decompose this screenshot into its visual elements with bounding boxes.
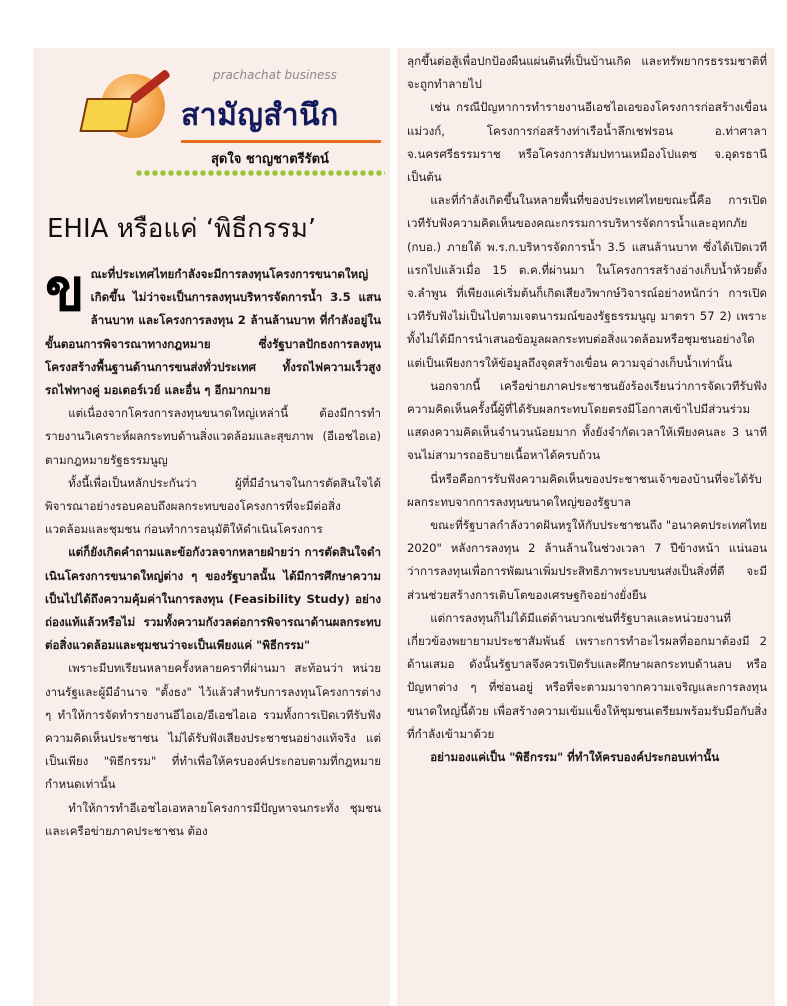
paragraph: ทำให้การทำอีเอชไอเอหลายโครงการมีปัญหาจนกระทั่ง ชุมชนและเครือข่ายภาคประชาชน ต้อง xyxy=(45,800,381,838)
article-body-left xyxy=(45,256,381,843)
paragraph-bold: แต่ก็ยังเกิดคำถามและข้อกังวลจากหลายฝ่ายว่า การตัดสินใจดำเนินโครงการขนาดใหญ่ต่าง ๆ ของรัฐบาลนั้น ได้มีการศึกษาความเป็นไปได้ถึงความคุ้มค่าในการลงทุน (Feasibility Study) อย่างถ่องแท้แล้วหรือไม่ รวมทั้งความกังวลต่อการพิจารณาด้านผลกระทบต่อสิ่งแวดล้อมและชุมชนว่าจะเป็นเพียงแค่ "พิธีกรรม" xyxy=(45,545,381,653)
left-column xyxy=(33,48,390,1006)
dotted-divider xyxy=(135,170,385,176)
paragraph xyxy=(45,256,381,402)
paragraph: ขณะที่รัฐบาลกำลังวาดฝันหรูให้กับประชาชนถึง "อนาคตประเทศไทย 2020" หลังการลงทุน 2 ล้านล้านในช่วงเวลา 7 ปีข้างหน้า แน่นอนว่าการลงทุนเพื่อการพัฒนาเพิ่มประสิทธิภาพระบบขนส่งเป็นสิ่งที่ดี จะมีส่วนช่วยสร้างการเติบโตของเศรษฐกิจอย่างยั่งยืน xyxy=(407,518,767,602)
newspaper-page xyxy=(33,48,775,1006)
column-gutter xyxy=(390,48,397,1006)
column-title: สามัญสำนึก xyxy=(181,98,339,133)
brand-name: prachachat business xyxy=(213,68,337,82)
paragraph: และที่กำลังเกิดขึ้นในหลายพื้นที่ของประเทศไทยขณะนี้คือ การเปิดเวทีรับฟังความคิดเห็นของคณะกรรมการบริหารจัดการน้ำและอุทกภัย (กบอ.) ภายใต้ พ.ร.ก.บริหารจัดการน้ำ 3.5 แสนล้านบาท ซึ่งได้เปิดเวทีแรกไปแล้วเมื่อ 15 ต.ค.ที่ผ่านมา ในโครงการสร้างอ่างเก็บน้ำห้วยตั้ง จ.ลำพูน ที่เพียงแค่เริ่มต้นก็เกิดเสียงวิพากษ์วิจารณ์อย่างหนักว่า การเปิดเวทีรับฟังไม่เป็นไปตามเจตนารมณ์ของรัฐธรรมนูญ มาตรา 57 2) เพราะทั้งไม่ได้มีการนำเสนอข้อมูลผลกระทบต่อสิ่งแวดล้อมหรือชุมชนอย่างใด แต่เป็นเพียงการให้ข้อมูลถึงจุดสร้างเขื่อน ความจุอ่างเก็บน้ำเท่านั้น xyxy=(407,193,767,370)
right-column xyxy=(397,48,775,1006)
paragraph: แต่เนื่องจากโครงการลงทุนขนาดใหญ่เหล่านี้ ต้องมีการทำรายงานวิเคราะห์ผลกระทบด้านสิ่งแวดล้อมและสุขภาพ (อีเอชไอเอ) ตามกฎหมายรัฐธรรมนูญ xyxy=(45,406,381,467)
closing-paragraph: อย่ามองแค่เป็น "พิธีกรรม" ที่ทำให้ครบองค์ประกอบเท่านั้น xyxy=(430,750,720,765)
paragraph: แต่การลงทุนก็ไม่ได้มีแต่ด้านบวกเช่นที่รัฐบาลและหน่วยงานที่เกี่ยวข้องพยายามประชาสัมพันธ์ เพราะการทำอะไรผลที่ออกมาต้องมี 2 ด้านเสมอ ดังนั้นรัฐบาลจึงควรเปิดรับและศึกษาผลกระทบด้านลบ หรือปัญหาต่าง ๆ ที่ซ่อนอยู่ หรือที่จะตามมาจากความเจริญและการลงทุนขนาดใหญ่นี้ด้วย เพื่อสร้างความเข้มแข็งให้ชุมชนเตรียมพร้อมรับมือกับสิ่งที่กำลังเข้ามาด้วย xyxy=(407,610,767,741)
article-body-right xyxy=(407,50,767,769)
title-underline xyxy=(181,140,381,143)
paragraph: นี่หรือคือการรับฟังความคิดเห็นของประชาชนเจ้าของบ้านที่จะได้รับผลกระทบจากการลงทุนขนาดใหญ่ของรัฐบาล xyxy=(407,471,762,509)
author-name: สุดใจ ชาญชาตรีรัตน์ xyxy=(211,152,329,167)
book-icon xyxy=(79,98,134,132)
lead-text: ณะที่ประเทศไทยกำลังจะมีการลงทุนโครงการขนาดใหญ่เกิดขึ้น ไม่ว่าจะเป็นการลงทุนบริหารจัดการน้ำ 3.5 แสนล้านบาท และโครงการลงทุน 2 ล้านล้านบาท ที่กำลังอยู่ในขั้นตอนการพิจารณาทางกฎหมาย ซึ่งรัฐบาลปักธงการลงทุนโครงสร้างพื้นฐานด้านการขนส่งทั่วประเทศ ทั้งรถไฟความเร็วสูง รถไฟทางคู่ มอเตอร์เวย์ และอื่น ๆ อีกมากมาย xyxy=(45,267,381,398)
paragraph: นอกจากนี้ เครือข่ายภาคประชาชนยังร้องเรียนว่าการจัดเวทีรับฟังความคิดเห็นครั้งนี้ผู้ที่ได้รับผลกระทบโดยตรงมีโอกาสเข้าไปมีส่วนร่วมแสดงความคิดเห็นจำนวนน้อยมาก ทั้งยังจำกัดเวลาให้เพียงคนละ 3 นาทีจนไม่สามารถอธิบายเนื้อหาได้ครบถ้วน xyxy=(407,378,767,463)
paragraph: เพราะมีบทเรียนหลายครั้งหลายคราที่ผ่านมา สะท้อนว่า หน่วยงานรัฐและผู้มีอำนาจ "ตั้งธง" ไว้แล้วสำหรับการลงทุนโครงการต่าง ๆ ทำให้การจัดทำรายงานอีไอเอ/อีเอชไอเอ รวมทั้งการเปิดเวทีรับฟังความคิดเห็นประชาชน ไม่ได้รับฟังเสียงประชาชนอย่างแท้จริง แต่เป็นเพียง "พิธีกรรม" ที่ทำเพื่อให้ครบองค์ประกอบตามที่กฎหมายกำหนดเท่านั้น xyxy=(45,661,381,792)
paragraph: ลุกขึ้นต่อสู้เพื่อปกป้องผืนแผ่นดินที่เป็นบ้านเกิด และทรัพยากรธรรมชาติที่จะถูกทำลายไป xyxy=(407,54,767,92)
paragraph: ทั้งนี้เพื่อเป็นหลักประกันว่า ผู้ที่มีอำนาจในการตัดสินใจได้พิจารณาอย่างรอบคอบถึงผลกระทบของโครงการที่จะมีต่อสิ่งแวดล้อมและชุมชน ก่อนทำการอนุมัติให้ดำเนินโครงการ xyxy=(45,475,381,537)
dropcap: ข xyxy=(45,256,85,324)
column-masthead xyxy=(83,62,383,192)
paragraph: เช่น กรณีปัญหาการทำรายงานอีเอชไอเอของโครงการก่อสร้างเขื่อนแม่วงก์, โครงการก่อสร้างท่าเรือน้ำลึกเชฟรอน อ.ท่าศาลา จ.นครศรีธรรมราช หรือโครงการสัมปทานเหมืองโปแตซ จ.อุดรธานี เป็นต้น xyxy=(407,100,767,185)
article-headline: EHIA หรือแค่ ‘พิธีกรรม’ xyxy=(47,214,317,244)
